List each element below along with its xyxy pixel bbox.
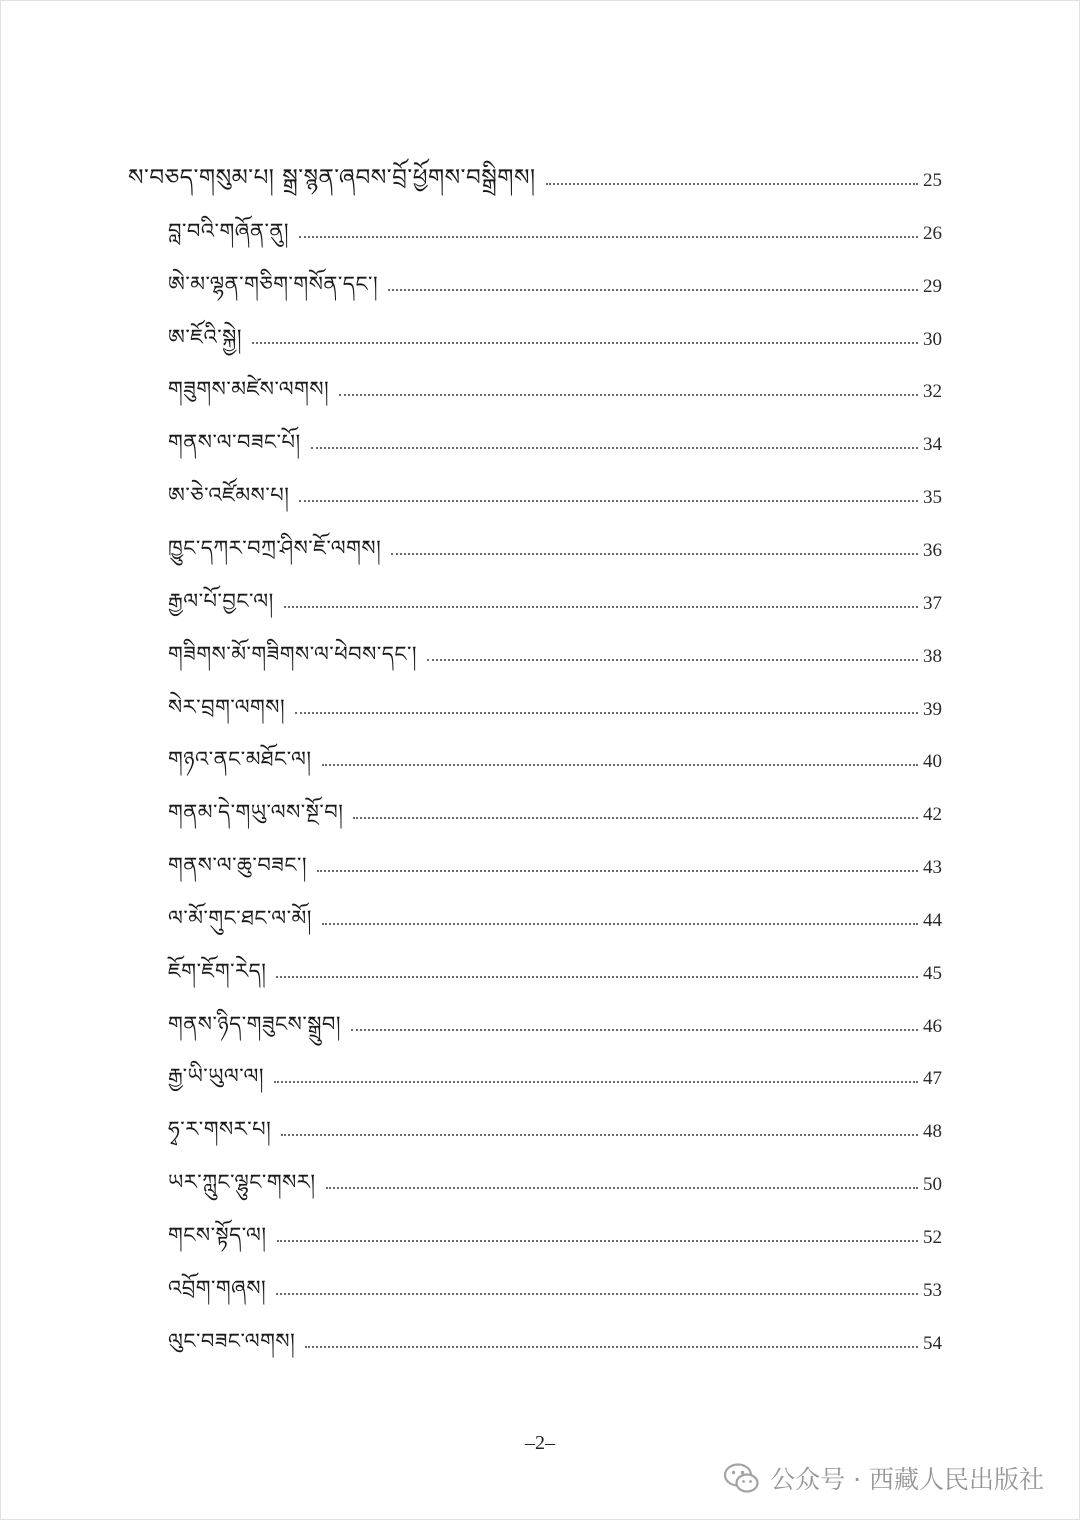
watermark <box>722 1458 1044 1498</box>
toc-entry[interactable] <box>168 315 942 355</box>
toc-entry-title: གནམ་དེ་གཡུ་ལས་སྔོ་བ། <box>168 800 344 825</box>
toc-entry[interactable] <box>168 1054 942 1094</box>
toc-dot-leader <box>351 1029 918 1031</box>
toc-dot-leader <box>295 712 918 714</box>
toc-entry[interactable] <box>168 1160 942 1200</box>
toc-entry-page: 26 <box>923 222 942 244</box>
toc-dot-leader <box>317 870 918 872</box>
toc-entry[interactable] <box>168 1319 942 1359</box>
toc-entry-page: 39 <box>923 698 942 720</box>
toc-dot-leader <box>299 500 918 502</box>
watermark-text: 公众号 · 西藏人民出版社 <box>770 1465 1044 1494</box>
toc-entry[interactable] <box>168 1266 942 1306</box>
toc-entry-title: གནས་ལ་ཆུ་བཟང་། <box>168 853 308 878</box>
toc-entry-page: 35 <box>923 487 942 509</box>
toc-dot-leader <box>391 553 918 555</box>
toc-dot-leader <box>311 447 918 449</box>
toc-entry-title: གཟུགས་མཛེས་ལགས། <box>168 377 330 402</box>
toc-entry[interactable] <box>168 367 942 407</box>
toc-entry-title: ཨ་ཅེ་འཛོམས་པ། <box>168 483 290 508</box>
toc-entry[interactable] <box>168 685 942 725</box>
toc-entry-title: རྒྱ་ཡི་ཡུལ་ལ། <box>168 1064 265 1089</box>
toc-entry[interactable] <box>168 896 942 936</box>
toc-entry[interactable] <box>168 1002 942 1042</box>
toc-entry-page: 29 <box>923 275 942 297</box>
toc-entry-page: 53 <box>923 1279 942 1301</box>
toc-entry-page: 45 <box>923 962 942 984</box>
toc-dot-leader <box>326 1187 918 1189</box>
toc-entry-title: གནས་ལ་བཟང་པོ། <box>168 430 301 455</box>
toc-entry-title: ཨ་ཇོའི་སྐྱེ། <box>168 324 243 349</box>
toc-dot-leader <box>299 236 918 238</box>
toc-entry-title: ཇོག་ཇོག་རེད། <box>168 958 267 983</box>
toc-entry[interactable] <box>168 949 942 989</box>
toc-dot-leader <box>284 606 918 608</box>
toc-entry-title: གཟིགས་མོ་གཟིགས་ལ་ཕེབས་དང་། <box>168 641 418 666</box>
wechat-icon <box>722 1458 762 1498</box>
toc-entry-title: ཁྱུང་དཀར་བཀྲ་ཤིས་ཇོ་ལགས། <box>168 535 382 560</box>
toc-entry-page: 47 <box>923 1068 942 1090</box>
toc-entry-page: 30 <box>923 328 942 350</box>
toc-entry-title: སེར་བྲག་ལགས། <box>168 694 286 719</box>
toc-entry[interactable] <box>168 843 942 883</box>
toc-entry-title: གཉའ་ནང་མཐོང་ལ། <box>168 747 312 772</box>
toc-entry-title: འབྲོག་གཞས། <box>168 1275 267 1300</box>
toc-entry-page: 46 <box>923 1015 942 1037</box>
toc-entry-title: བླ་བའི་གཞོན་ནུ། <box>168 218 290 243</box>
toc-dot-leader <box>322 764 918 766</box>
toc-entry-title: རྒྱལ་པོ་བྱང་ལ། <box>168 588 274 613</box>
toc-entry-page: 43 <box>923 857 942 879</box>
toc-dot-leader <box>388 289 918 291</box>
toc-entry-page: 34 <box>923 434 942 456</box>
toc-entry-page: 42 <box>923 804 942 826</box>
toc-dot-leader <box>281 1134 918 1136</box>
toc-entry-page: 52 <box>923 1227 942 1248</box>
toc-entry-title: ཧྭ་ར་གསར་པ། <box>168 1117 272 1142</box>
toc-entry-title: ལ་མོ་གུང་ཐང་ལ་མོ། <box>168 905 312 930</box>
toc-dot-leader <box>274 1081 918 1083</box>
toc-entry[interactable] <box>168 209 942 249</box>
toc-entry[interactable] <box>168 262 942 302</box>
toc-entry[interactable] <box>168 1213 942 1253</box>
toc-entry-page: 54 <box>923 1332 942 1354</box>
toc-dot-leader <box>252 342 918 344</box>
toc-entry[interactable] <box>168 790 942 830</box>
toc-entry-title: ལུང་བཟང་ལགས། <box>168 1328 296 1353</box>
toc-entry[interactable] <box>168 420 942 460</box>
toc-entry-page: 36 <box>923 539 942 561</box>
toc-entry-page: 48 <box>923 1121 942 1143</box>
toc-dot-leader <box>546 183 918 185</box>
toc-dot-leader <box>353 817 918 819</box>
toc-dot-leader <box>322 923 918 925</box>
toc-entry-title: གངས་སྟོད་ལ། <box>168 1223 267 1247</box>
toc-entry-title: ཨེ་མ་ལྷན་གཅིག་གསོན་དང་། <box>168 271 379 296</box>
toc-entry-title: གནས་ཉིད་གཟུངས་སྒྲུབ། <box>168 1011 342 1036</box>
toc-entry[interactable] <box>168 737 942 777</box>
toc-entry-page: 25 <box>923 170 942 191</box>
toc-dot-leader <box>305 1346 918 1348</box>
toc-entry[interactable] <box>168 473 942 513</box>
toc-entry-page: 50 <box>923 1174 942 1196</box>
toc-dot-leader <box>339 394 918 396</box>
toc-entry[interactable] <box>168 526 942 566</box>
toc-dot-leader <box>276 1293 918 1295</box>
toc-entry-page: 37 <box>923 592 942 614</box>
toc-entry-page: 40 <box>923 751 942 773</box>
toc-entry-page: 38 <box>923 645 942 667</box>
toc-entry-page: 44 <box>923 909 942 931</box>
toc-entry[interactable] <box>128 156 942 196</box>
toc-dot-leader <box>427 659 918 661</box>
toc-entry[interactable] <box>168 1107 942 1147</box>
page-number: –2– <box>525 1432 555 1454</box>
toc-dot-leader <box>276 976 918 978</box>
toc-entry-title: ཡར་ཀླུང་ལྷུང་གསར། <box>168 1170 316 1195</box>
toc-dot-leader <box>277 1240 918 1242</box>
toc-entry[interactable] <box>168 632 942 672</box>
toc-entry[interactable] <box>168 579 942 619</box>
toc-entry-title: ས་བཅད་གསུམ་པ། སྒྲ་སྙན་ཞབས་བྲོ་ཕྱོགས་བསྒྲིགས། <box>128 165 536 191</box>
toc-entry-page: 32 <box>923 381 942 403</box>
